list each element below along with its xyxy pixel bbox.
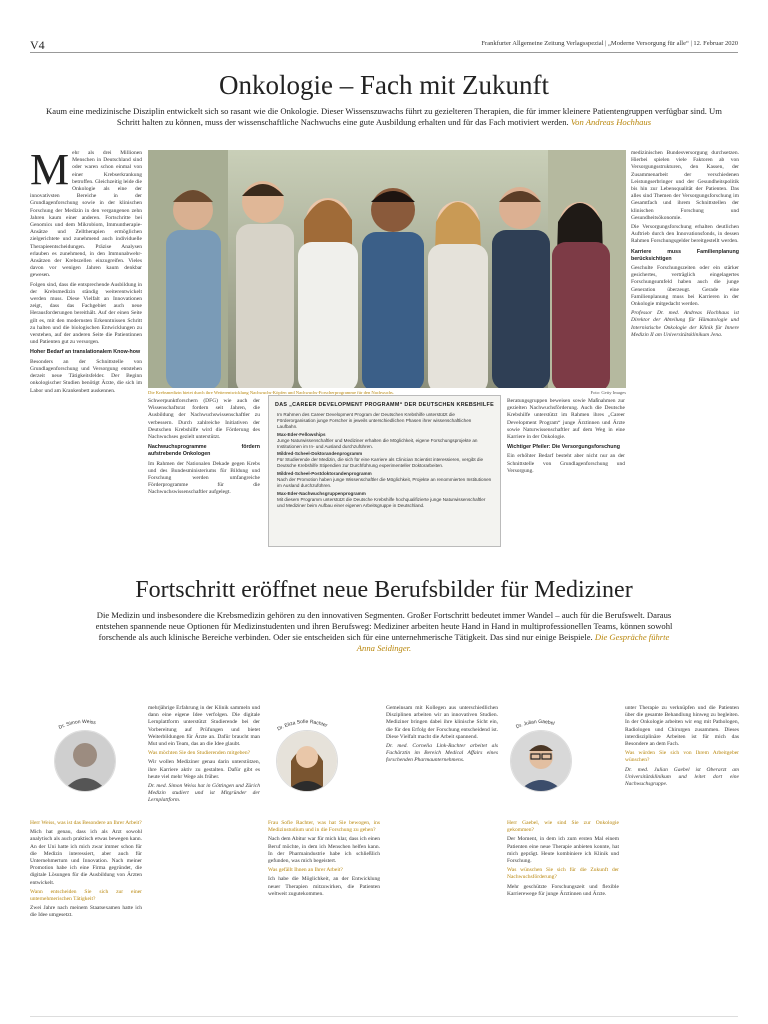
article2-title: Fortschritt eröffnet neue Berufsbilder für Mediziner [135, 577, 633, 603]
article1-col4-para2: Die Versorgungsforschung erhalten deutlichen Auftrieb durch den Innovationsfonds, in dessen Rahmen Forschungsgelder bereitgestellt werden. [631, 224, 739, 245]
article2-question-1: Herr Weiss, was ist das Besondere an Ihrer Arbeit? [30, 820, 142, 826]
infobox-intro: Im Rahmen des Career Development Program der Deutschen Krebshilfe unterstützt die Förderorganisation junge Forscher in jeweils unterschiedlichen Phasen ihrer wissenschaftlichen Laufbahn. [277, 412, 472, 429]
article2-question-3: Frau Sofie Rachter, was hat Sie bewogen, ins Medizinstudium und in die Forschung zu gehen? [268, 820, 380, 834]
infobox-text-2: Für Studierende der Medizin, die sich für eine Karriere als Clinician Scientist interessieren, vergibt die Deutsche Krebshilfe Stipendien zur Durchführung experimenteller Doktorarbeiten. [277, 457, 484, 469]
photo-credit: Foto: Getty Images [590, 390, 626, 395]
article2-answer-1: Mich hat genau, dass ich als Arzt sowohl analytisch als auch praktisch etwas bewegen kann. An der Uni hatte ich mich zwar immer schon für die Medizin interessiert, aber auch für Unternehmertum und Innovation. Nach meiner Promotion habe ich eine Firma gegründet, die digitale Lösungen für die Ausbildung von Ärzten entwickelt. [30, 829, 142, 886]
article2-col4-para: Gemeinsam mit Kollegen aus unterschiedlichen Disziplinen arbeiten wir an innovativen Studien. Mediziner bringen dabei ihre klinische Sicht ein, die für den Erfolg der Forschung entscheidend ist. Diese Vielfalt macht die Arbeit spannend. [386, 705, 498, 740]
career-program-infobox [268, 395, 501, 547]
person-avatar-icon [277, 731, 337, 791]
article2-answer-5b: Mehr geschützte Forschungszeit und flexible Karrierewege für junge Ärztinnen und Ärzte. [507, 883, 619, 897]
article2-column-6 [625, 705, 739, 1012]
article1-col1-para1: ehr als drei Millionen Menschen in Deutschland sind oder waren schon einmal von einer Krebserkrankung betroffen. Gleichzeitig leide die Onkologie als eine der innovativsten Bereiche in der Grundlagenforschung sowie in der klinischen Forschung der Medizin in den vergangenen zehn Jahren kaum einer anderen. Fortschritte bei Genomics und dem Mikrobiom, Immuntherapie-Ansätze und Zelltherapien ermöglichen zielgerichtete und zunehmend auch individuelle Therapieentscheidungen. Präzise Analysen erlauben es zunehmend, in den Immunabwehr-Ansätzen der Krebszellen einzugreifen. Vieles davon vor wenigen Jahren kaum denkbar gewesen. [30, 150, 142, 279]
portrait-2-photo [276, 730, 338, 792]
article2-question-2: Was möchten Sie den Studierenden mitgeben? [148, 750, 251, 757]
article1-col2-para1: Schwerpunktforschern (DFG) wie auch der Wissenschaftsrat fordern seit Jahren, die Ausbildung der Nachwuchswissenschaftler zu verbessern. Durch zahlreiche Initiativen der Deutschen Krebshilfe wird die Förderung des Nachwuchses gezielt unterstützt. [148, 398, 260, 441]
article2-col6-para: unter Therapie zu verknüpfen und die Patienten über die gesamte Behandlung hinweg zu begleiten. In der Onkologie arbeiten wir eng mit Pathologen, Radiologen und Chirurgen zusammen. Dieses interdisziplinäre Arbeiten ist für mich das Besondere an dem Fach. [625, 705, 739, 748]
article2-col2-para: mehrjährige Erfahrung in der Klinik sammeln und dann eine eigene Idee verfolgen. Die digitale Lernplattform unterstützt Studierende bei der Vorbereitung auf Prüfungen und bietet Weiterbildungen für Ärzte an. Dafür braucht man Mut und ein Team, das an die Idee glaubt. [148, 705, 260, 748]
header-publication: Frankfurter Allgemeine Zeitung Verlagsspezial | „Moderne Versorgung für alle“ | 12. Februar 2020 [481, 40, 738, 47]
portrait-3-photo [510, 730, 572, 792]
person-avatar-icon [511, 731, 571, 791]
portrait-1-photo [54, 730, 116, 792]
footer-divider [30, 1016, 738, 1017]
article1-col1-para2: Folgen sind, dass die entsprechende Ausbildung in der Krebsmedizin ständig weiterentwickelt werden muss. Diese Vielfalt an Innovationen zeigt, dass das Fachgebiet auch neue Herausforderungen bereithält. Auf der einen Seite gilt es, mit den modernsten Erkenntnissen Schritt zu halten und die biologischen Entwicklungen zu verstehen, auf der anderen Seite die Patientinnen und Patienten gut zu versorgen. [30, 281, 142, 346]
infobox-text-3: Nach der Promotion haben junge Wissenschaftler die Möglichkeit, Projekte an renommierten Institutionen im Ausland durchzuführen. [277, 477, 492, 488]
article1-column-2 [148, 398, 260, 568]
article2-question-5: Herr Gaebel, wie sind Sie zur Onkologie gekommen? [507, 820, 619, 834]
article1-intro-text: Kaum eine medizinische Disziplin entwickelt sich so rasant wie die Onkologie. Dieser Wissenszuwachs führt zu gezielteren Therapien, die für immer kleinere Patientengruppen verfügbar sind. Um Schritt halten zu können, muss der wissenschaftliche Nachwuchs eine gute Ausbildung erhalten und für das Fach motiviert werden. [46, 106, 722, 127]
page-number: V4 [30, 38, 45, 52]
article2-byline: Die Gespräche führte Anna Seidinger. [356, 632, 670, 653]
infobox-heading-4: Max-Eder-Nachwuchsgruppenprogramm [277, 490, 366, 496]
article1-col1-subhead: Hoher Bedarf an translationalem Know-how [30, 349, 141, 356]
portrait-2-bio: Dr. med. Cornelia Link-Rachter arbeitet als Fachärztin im Bereich Medical Affairs eines forschenden Pharmaunternehmens. [386, 743, 498, 764]
article2-column-1 [30, 820, 142, 1012]
infobox-heading-3: Mildred-Scheel-Postdoktorandenprogramm [277, 471, 372, 477]
article1-intro [40, 106, 728, 128]
students-illustration [148, 150, 626, 388]
person-avatar-icon [55, 731, 115, 791]
article2-column-3 [268, 820, 380, 1012]
photo-caption-text: Die Krebsmedizin bietet durch ihre Weiterentwicklung Nachwuchs-Köpfen und Nachwuchs-Forscherprogramme für den Nachwuchs. [148, 390, 394, 395]
article1-col2-para2: Im Rahmen der Nationalen Dekade gegen Krebs und des Bundesministeriums für Bildung und Forschung werden umfangreiche Förderprogramme für die Nachwuchswissenschaftler aufgelegt. [148, 460, 260, 496]
article1-col3-subhead: Wichtiger Pfeiler: Die Versorgungsforschung [507, 444, 620, 451]
portrait-2-block [270, 720, 342, 810]
article2-question-1b: Wann entscheiden Sie sich zur einer unternehmerischen Tätigkeit? [30, 888, 142, 903]
article1-author-bio: Professor Dr. med. Andreas Hochhaus ist Direktor der Abteilung für Hämatologie und Internistische Onkologie der Klinik für Innere Medizin II am Universitätsklinikum Jena. [631, 310, 739, 338]
article2-column-5 [507, 820, 619, 1012]
portrait-3-bio: Dr. med. Julian Gaebel ist Oberarzt am Universitätsklinikum und leitet dort eine Nachwuchsgruppe. [625, 766, 739, 788]
portrait-3-name: Dr. Julian Gaebel [515, 718, 556, 731]
article2-question-6: Was würden Sie sich von Ihrem Arbeitgeber wünschen? [625, 750, 739, 764]
article2-answer-1b: Zwei Jahre nach meinem Staatsexamen hatte ich die Idee umgesetzt. [30, 905, 142, 919]
article1-byline: Von Andreas Hochhaus [570, 117, 652, 127]
article1-col2-subhead: Nachwuchsprogramme fördern aufstrebende Onkologen [148, 444, 260, 458]
article2-column-2 [148, 705, 260, 1012]
infobox-heading-2: Mildred-Scheel-Doktorandenprogramm [277, 451, 363, 457]
article2-answer-3: Nach dem Abitur war für mich klar, dass ich einen Beruf möchte, in dem ich Menschen helfen kann. In der Pharmaindustrie habe ich schließlich gefunden, was mich begeistert. [268, 836, 380, 865]
article1-col3-para1: Beratungsgruppen beweisen sowie Maßnahmen zur gezielten Nachwuchsförderung. Auch die Deutsche Krebshilfe unterstützt im Rahmen ihres „Career Development Program“ junge Ärztinnen und Ärzte sowie Naturwissenschaftler auf dem Weg in eine Karriere in der Onkologie. [507, 398, 625, 441]
svg-text:Dr. Simon Weiss [58, 719, 97, 731]
article1-title: Onkologie – Fach mit Zukunft [219, 70, 549, 100]
portrait-3-block [504, 720, 576, 810]
article1-column-1 [30, 150, 142, 568]
article2-column-4 [386, 705, 498, 1012]
infobox-text-4: Mit diesem Programm unterstützt die Deutsche Krebshilfe hochqualifizierte junge Naturwissenschaftler und Mediziner beim Aufbau einer eigenen Arbeitsgruppe in Deutschland. [277, 496, 486, 508]
infobox-heading-1: Max-Eder-Fellowships [277, 431, 326, 437]
infobox-body [269, 412, 500, 509]
article1-col4-subhead: Karriere muss Familienplanung berücksichtigen [631, 248, 739, 262]
article1-col3-para2: Ein erhöhter Bedarf besteht aber nicht nur an der Schnittstelle von Grundlagenforschung und Versorgung. [507, 453, 625, 474]
infobox-text-1: Junge Naturwissenschaftler und Mediziner erhalten die Möglichkeit, eigene Forschungsprojekte an Institutionen im In- und Ausland durchzuführen. [277, 437, 478, 449]
article1-col4-para1: medizinischen Bundesversorgung durchsetzen. Hierbei spielen viele Faktoren ab von Versorgungsstrukturen, den Kassen, der Zusammenarbeit der verschiedenen Leistungserbringer und der Gesundheitspolitik bis hin zur Lebensqualität der Patienten. Das alles sind Themen der Versorgungsforschung im Gesamtfach und ihrem Schnittstellen der klinischen Forschung und Gesundheitsökonomie. [631, 150, 739, 221]
article1-col1-para3: Besonders an der Schnittstelle von Grundlagenforschung und Versorgung entstehen derzeit neue Tätigkeitsfelder. Der Beginn onkologischer Studien benötigt Ärzte, die sich im Labor und am Krankenbett auskennen. [30, 358, 142, 394]
article2-answer-3b: Ich habe die Möglichkeit, an der Entwicklung neuer Therapien mitzuwirken, die Patienten weltweit zugutekommen. [268, 876, 380, 897]
article1-column-3 [507, 398, 625, 568]
article2-answer-5: Der Moment, in dem ich zum ersten Mal einem Patienten eine neue Therapie anbieten konnte, hat mich geprägt. Heute kombiniere ich Klinik und Forschung. [507, 836, 619, 865]
article2-question-3b: Was gefällt Ihnen an Ihrer Arbeit? [268, 867, 343, 874]
article1-column-4 [631, 150, 739, 568]
portrait-1-bio: Dr. med. Simon Weiss hat in Göttingen und Zürich Medizin studiert und ist Mitgründer der Lernplattform. [148, 783, 260, 804]
portrait-1-block [48, 720, 120, 810]
article2-intro [90, 610, 678, 654]
header-divider [30, 52, 738, 53]
portrait-2-name: Dr. Eliza Sofie Rachter [276, 718, 329, 733]
article2-answer-2: Wir wollen Mediziner genau darin unterstützen, ihre Karriere aktiv zu gestalten. Dafür gibt es heute viel mehr Wege als früher. [148, 759, 260, 780]
article2-question-5b: Was wünschen Sie sich für die Zukunft der Nachwuchsförderung? [507, 867, 619, 881]
article2-intro-text: Die Medizin und insbesondere die Krebsmedizin gehören zu den innovativen Segmenten. Großer Fortschritt bedeutet immer Wandel – auch für die Berufswelt. Daraus entstehen spannende neue Optionen für Medizinstudenten und ihren Berufsweg: Mediziner arbeiten heute Hand in Hand in multiprofessionellen Teams, können sowohl forschende als auch klinische Bereiche verbinden. Oder sie entscheiden sich für eine unternehmerische Tätigkeit. Das sind nur einige Beispiele. [95, 610, 673, 642]
students-photo [148, 150, 626, 388]
portrait-1-name: Dr. Simon Weiss [57, 718, 97, 731]
dropcap: M [30, 150, 70, 194]
svg-text:Dr. Julian Gaebel [515, 719, 555, 730]
infobox-title: DAS „CAREER DEVELOPMENT PROGRAMM“ DER DEUTSCHEN KREBSHILFE [275, 402, 494, 408]
article1-col4-para3: Geschulte Forschungszeiten oder ein stärker gesichertes, verträglich eingelagertes Forschungsumfeld haben auch die junge Generation überzeugt. Gerade eine Familienplanung muss bei Karrieren in der Onkologie mitgedacht werden. [631, 265, 739, 308]
